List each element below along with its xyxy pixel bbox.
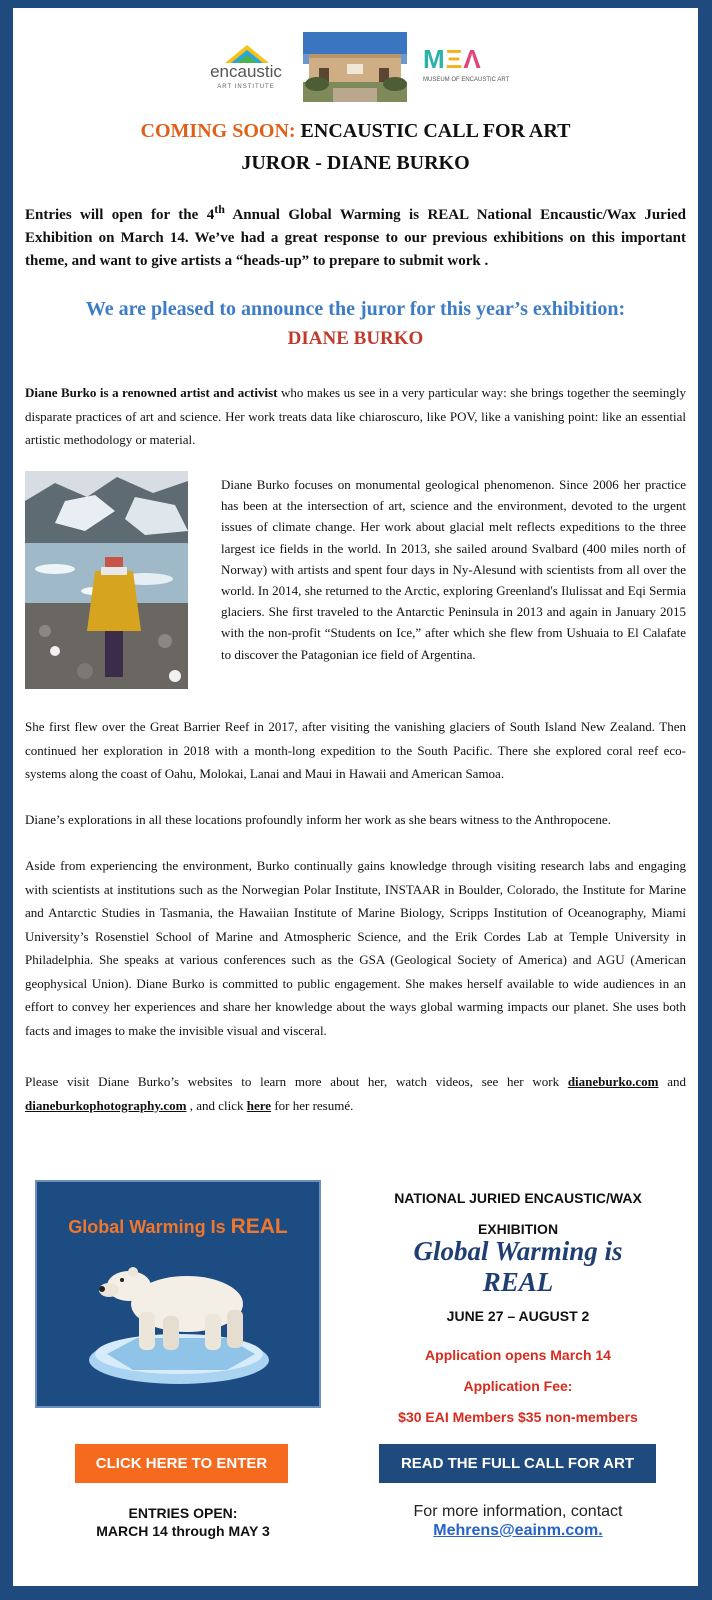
exhibition-line-1: NATIONAL JURIED ENCAUSTIC/WAX xyxy=(394,1190,642,1206)
eai-logo-mark-icon xyxy=(221,44,273,64)
bio-paragraph-3: She first flew over the Great Barrier Reef in 2017, after visiting the vanishing glaciers of South Island New Zealand. Then continued her exploration in 2018 with a month-long expedition to the South Pacific. There she explored coral reef eco-systems along the coast of Oahu, Molokai, Lanai and Maui in Hawaii and American Samoa. xyxy=(25,719,686,781)
intro-text-b: Annual Global Warming is REAL National Encaustic/Wax Juried Exhibition on March 14. We’ve had a great response to our previous exhibitions on this important theme, and want to give artists a “heads-up” to prepare to submit work . xyxy=(25,207,687,269)
mea-logo-subtitle: MUSEUM OF ENCAUSTIC ART xyxy=(423,77,510,83)
intro-paragraph xyxy=(25,198,686,273)
exhibition-line-2: EXHIBITION xyxy=(477,1221,559,1237)
exhibition-title-a: Global Warming is xyxy=(413,1236,623,1266)
museum-building-photo xyxy=(303,32,407,102)
application-opens: Application opens March 14 xyxy=(425,1347,611,1363)
contact-info xyxy=(368,1502,668,1540)
websites-text-a: Please visit Diane Burko’s websites to learn more about her, watch videos, see her work xyxy=(25,1074,568,1089)
exhibition-dates: JUNE 27 – AUGUST 2 xyxy=(446,1308,590,1324)
bio-paragraph-4: Diane’s explorations in all these locations profoundly inform her work as she bears witness to the Anthropocene. xyxy=(25,812,611,827)
eai-logo-word: encaustic xyxy=(210,62,282,81)
headline xyxy=(13,120,698,143)
bio-paragraph-1 xyxy=(25,381,686,452)
contact-email-link[interactable]: Mehrens@eainm.com. xyxy=(433,1522,603,1539)
bio-paragraph-5: Aside from experiencing the environment, Burko continually gains knowledge through visiting research labs and engaging with scientists at institutions such as the Norwegian Polar Institute, INSTAAR in Boulder, Colorado, the Institute for Marine and Antarctic Studies in Tasmania, the Hawaiian Institute of Marine Biology, Scripps Institution of Oceanography, Miami University’s Rosenstiel School of Marine and Atmospheric Science, and the Erik Cordes Lab at Temple University in Philadelphia. She speaks at various conferences such as the GSA (Geological Society of America) and AGU (American geophysical Union). Diane Burko is committed to public engagement. She makes herself available to wide audiences in an effort to convey her experiences and share her knowledge about the ways global warming impacts our planet. She uses both facts and images to make the invisible visual and visceral. xyxy=(25,858,686,1038)
coming-soon-label: COMING SOON: xyxy=(140,120,296,142)
poster-title-real: REAL xyxy=(230,1215,288,1238)
poster-title xyxy=(37,1215,319,1239)
websites-text-d: for her resumé. xyxy=(271,1097,354,1113)
dianeburkophotography-link[interactable]: dianeburkophotography.com xyxy=(25,1097,187,1113)
global-warming-poster xyxy=(35,1180,321,1408)
exhibition-title-b: REAL xyxy=(482,1267,554,1297)
juror-name: DIANE BURKO xyxy=(287,328,424,349)
mea-letter-e: Ξ xyxy=(445,44,464,74)
enter-button[interactable]: CLICK HERE TO ENTER xyxy=(75,1444,288,1483)
exhibition-title xyxy=(368,1236,668,1298)
application-fee: $30 EAI Members $35 non-members xyxy=(398,1409,638,1425)
intro-text-a: Entries will open for the 4 xyxy=(25,207,215,223)
resume-link[interactable]: here xyxy=(246,1097,272,1113)
dianeburko-link[interactable]: dianeburko.com xyxy=(567,1074,659,1089)
websites-text-c: , and click xyxy=(186,1097,247,1113)
intro-ordinal: th xyxy=(214,202,225,216)
juror-announcement: We are pleased to announce the juror for this year’s exhibition: xyxy=(85,298,626,320)
websites-paragraph xyxy=(25,1070,686,1117)
polar-bear-on-ice-icon xyxy=(77,1242,277,1392)
museum-of-encaustic-art-logo[interactable] xyxy=(423,44,513,99)
contact-text: For more information, contact xyxy=(413,1503,623,1520)
application-info xyxy=(368,1340,668,1433)
websites-text-b: and xyxy=(658,1074,686,1089)
juror-headline: JUROR - DIANE BURKO xyxy=(241,152,470,174)
read-call-button[interactable]: READ THE FULL CALL FOR ART xyxy=(379,1444,656,1483)
logo-bar xyxy=(13,24,698,104)
bio-lead: Diane Burko is a renowned artist and activist xyxy=(25,385,278,400)
eai-logo-subtitle: ART INSTITUTE xyxy=(217,84,275,90)
encaustic-art-institute-logo[interactable] xyxy=(201,44,291,99)
application-fee-label: Application Fee: xyxy=(463,1378,573,1394)
poster-title-a: Global Warming Is xyxy=(68,1217,231,1237)
call-title: ENCAUSTIC CALL FOR ART xyxy=(300,120,571,142)
mea-letter-m: M xyxy=(423,44,446,74)
newsletter-page xyxy=(13,8,698,1586)
entries-open-range: MARCH 14 through MAY 3 xyxy=(96,1523,270,1539)
bio-p1-text: who makes us see in a very particular way: she brings together the seemingly disparate practices of art and science. Her work treats data like chiaroscuro, like POV, like a vanishing point: like an essential artistic methodology or material. xyxy=(25,385,686,447)
mea-letter-a: Λ xyxy=(463,44,482,74)
diane-burko-antarctic-photo xyxy=(25,471,188,689)
mea-logo-letters xyxy=(423,44,513,75)
entries-open-label: ENTRIES OPEN: xyxy=(128,1505,238,1521)
entries-open-info xyxy=(53,1504,313,1540)
bio-paragraph-2: Diane Burko focuses on monumental geological phenomenon. Since 2006 her practice has been at the intersection of art, science and the environment, devoted to the urgent issues of climate change. Her work about glacial melt reflects expeditions to the three largest ice fields in the world. In 2013, she sailed around Svalbard (400 miles north of Norway) with artists and spent four days in Ny-Alesund with scientists from all over the world. In 2014, she returned to the Arctic, exploring Greenland's Ilulissat and Eqi Sermia glaciers. She first traveled to the Antarctic Peninsula in 2013 and again in January 2015 with the non-profit “Students on Ice,” after which she flew from Ushuaia to El Calafate to discover the Patagonian ice field of Argentina. xyxy=(221,477,686,662)
